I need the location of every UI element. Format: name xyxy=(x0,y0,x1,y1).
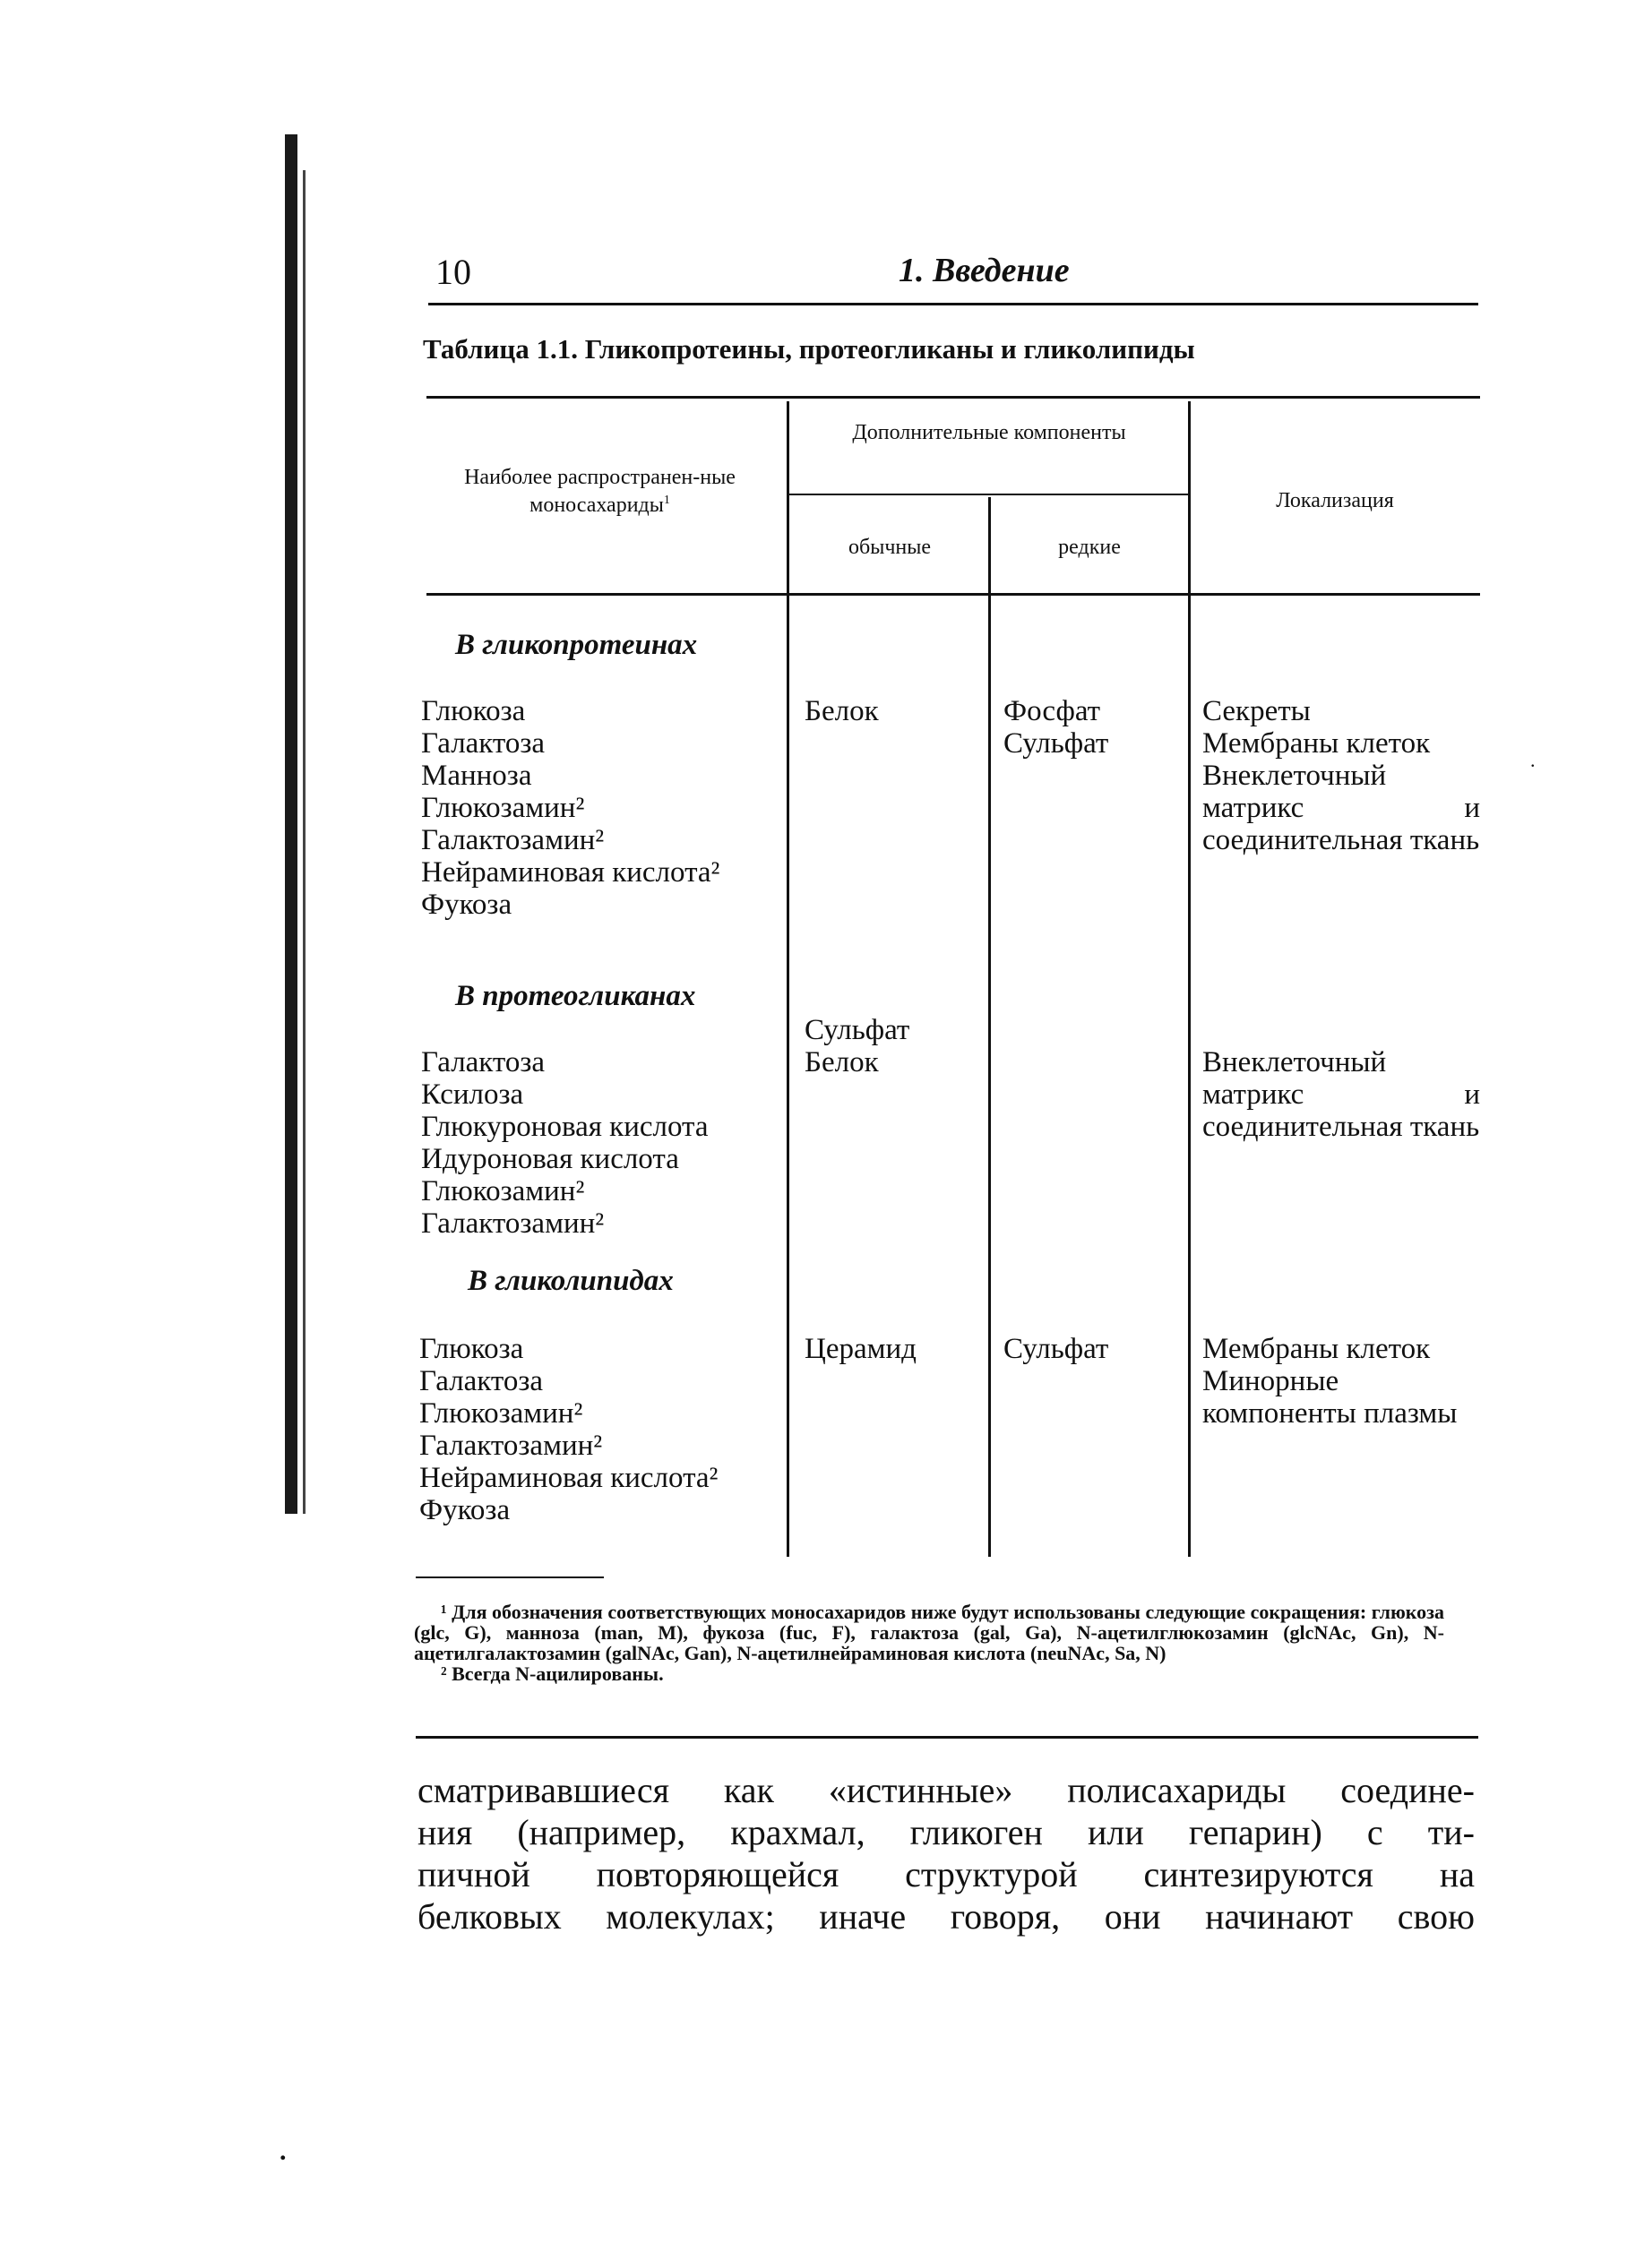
rare-components xyxy=(1003,1333,1108,1365)
running-head: 1. Введение xyxy=(899,252,1070,289)
col-header-monosaccharides: Наиболее распространен-ные моносахариды$^1$ xyxy=(464,466,736,517)
list-item: Нейраминовая кислота² xyxy=(419,1462,719,1494)
list-item: Галактоза xyxy=(419,1365,544,1397)
header-rule xyxy=(428,303,1478,305)
footnote: ² Всегда N-ацилированы. xyxy=(441,1662,664,1685)
list-item: Нейраминовая кислота² xyxy=(421,856,720,889)
page-binding-shadow xyxy=(303,170,306,1514)
list-item: Глюкоза xyxy=(421,695,526,727)
list-item: Глюкуроновая кислота xyxy=(421,1111,709,1143)
col-header-usual: обычные xyxy=(848,536,932,559)
list-item: Внеклеточный матрикс и соединительная ткань xyxy=(1202,760,1480,856)
header-bottom-rule xyxy=(426,593,1480,596)
list-item: Глюкозамин² xyxy=(421,1175,585,1207)
list-item: Манноза xyxy=(421,760,532,792)
list-item: Сульфат xyxy=(1003,727,1109,760)
section-title: В протеогликанах xyxy=(455,980,696,1012)
monosaccharide-list xyxy=(421,1046,709,1240)
table-footnotes xyxy=(414,1602,1444,1684)
list-item: Глюкозамин² xyxy=(419,1397,583,1430)
section-title: В гликолипидах xyxy=(468,1265,674,1297)
column-divider-2 xyxy=(988,497,991,1557)
list-item: Галактозамин² xyxy=(421,824,605,856)
table-caption: Таблица 1.1. Гликопротеины, протеогликаны и гликолипиды xyxy=(423,333,1195,365)
list-item: Мембраны клеток xyxy=(1202,727,1431,760)
list-item: Галактозамин² xyxy=(419,1430,603,1462)
col-header-localization: Локализация xyxy=(1276,489,1394,512)
col-header-rare: редкие xyxy=(1058,536,1121,559)
localization-cell xyxy=(1202,1046,1480,1143)
list-item: Ксилоза xyxy=(421,1078,524,1111)
list-item: Фосфат xyxy=(1003,695,1101,727)
list-item: Мембраны клеток xyxy=(1202,1333,1431,1365)
scan-speck: . xyxy=(1530,749,1536,771)
page-binding-edge xyxy=(285,134,297,1514)
list-item: Внеклеточный матрикс и соединительная ткань xyxy=(1202,1046,1480,1143)
list-item: Фукоза xyxy=(419,1494,511,1526)
text-line: белковых молекулах; иначе говоря, они начинают свою xyxy=(418,1896,1475,1937)
list-item: Сульфат xyxy=(1003,1333,1109,1365)
list-item: Церамид xyxy=(805,1333,917,1365)
localization-cell xyxy=(1202,1333,1480,1430)
list-item: Галактоза xyxy=(421,727,546,760)
list-item: Белок xyxy=(805,1046,879,1078)
footnote-rule xyxy=(416,1576,604,1578)
col-header-additional: Дополнительные компоненты xyxy=(852,421,1126,444)
page-number: 10 xyxy=(435,252,471,292)
list-item: Идуроновая кислота xyxy=(421,1143,679,1175)
list-item: Минорные компоненты плазмы xyxy=(1202,1365,1458,1430)
list-item: Галактоза xyxy=(421,1046,546,1078)
text-line: ния (например, крахмал, гликоген или гепарин) с ти- xyxy=(418,1812,1475,1852)
footnote: ¹ Для обозначения соответствующих моносахаридов ниже будут использованы следующие сокращения: глюкоза (glc, G), манноза (man, M), фукоза (fuc, F), галактоза (gal, Ga), N-ацетилглюкозамин (glcNAc, Gn), N-ацетилгалактозамин (galNAc, Gan), N-ацетилнейраминовая кислота (neuNAc, Sa, N) xyxy=(414,1601,1444,1664)
list-item: Белок xyxy=(805,695,879,727)
table-bottom-rule xyxy=(416,1736,1478,1739)
page-header xyxy=(428,251,1476,296)
column-divider-3 xyxy=(1188,401,1191,1557)
list-item: Фукоза xyxy=(421,889,512,921)
list-item: Глюкоза xyxy=(419,1333,524,1365)
column-divider-1 xyxy=(787,401,789,1557)
list-item: Глюкозамин² xyxy=(421,792,585,824)
list-item: Галактозамин² xyxy=(421,1207,605,1240)
rare-components xyxy=(1003,695,1108,760)
text-line: пичной повторяющейся структурой синтезируются на xyxy=(418,1854,1475,1894)
list-item: Сульфат xyxy=(805,1014,910,1046)
list-item: Секреты xyxy=(1202,695,1311,727)
table-top-rule xyxy=(426,396,1480,399)
localization-cell xyxy=(1202,695,1480,856)
monosaccharide-list xyxy=(419,1333,778,1526)
section-title: В гликопротеинах xyxy=(455,629,698,661)
text-line: сматривавшиеся как «истинные» полисахариды соедине- xyxy=(418,1770,1475,1810)
usual-components xyxy=(805,1333,917,1365)
usual-components xyxy=(805,1014,909,1078)
monosaccharide-list xyxy=(421,695,719,921)
scan-speck: . xyxy=(280,2136,287,2166)
usual-components xyxy=(805,695,879,727)
subheader-rule xyxy=(788,494,1190,495)
body-paragraph xyxy=(418,1769,1475,1937)
